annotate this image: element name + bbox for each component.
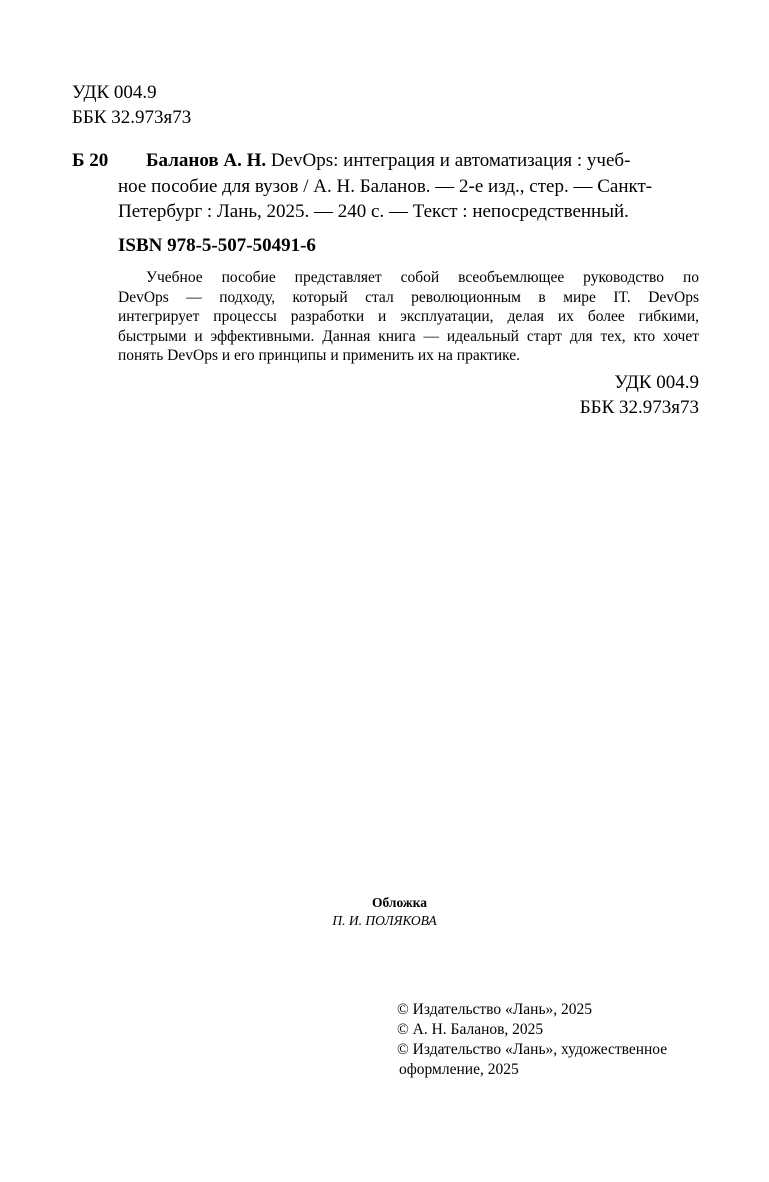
author-name: Баланов А. Н. — [146, 150, 267, 171]
classification-bottom — [580, 370, 699, 420]
bbk-code: ББК 32.973я73 — [72, 107, 192, 128]
cover-designer: П. И. ПОЛЯКОВА — [332, 913, 437, 928]
entry-description — [118, 148, 699, 225]
entry-title: DevOps: интеграция и автоматизация : учеб- — [270, 150, 631, 171]
udk-code: УДК 004.9 — [614, 372, 699, 393]
author-mark: Б 20 — [72, 150, 109, 171]
abstract-line: DevOps — подходу, который стал революционным в мире IT. DevOps — [118, 288, 699, 306]
abstract-line: интегрирует процессы разработки и эксплуатации, делая их более гибкими, — [118, 308, 699, 326]
bbk-code: ББК 32.973я73 — [579, 397, 699, 418]
entry-line-2: ное пособие для вузов / А. Н. Баланов. — 2-е изд., стер. — Санкт- — [118, 175, 653, 197]
abstract-line: понять DevOps и его принципы и применить их на практике. — [118, 347, 521, 365]
abstract-line: быстрыми и эффективными. Данная книга — идеальный старт для тех, кто хочет — [118, 327, 699, 345]
copyright-line: © Издательство «Лань», художественное — [397, 1041, 668, 1058]
entry-line-1 — [118, 148, 699, 174]
cover-label: Обложка — [371, 895, 427, 910]
copyright-block — [397, 1000, 667, 1080]
abstract-line: Учебное пособие представляет собой всеобъемлющее руководство по — [146, 269, 699, 286]
copyright-line: © Издательство «Лань», 2025 — [397, 1001, 593, 1018]
cover-credit — [0, 894, 769, 930]
copyright-line: оформление, 2025 — [399, 1061, 519, 1078]
isbn: ISBN 978-5-507-50491-6 — [118, 235, 316, 256]
classification-top — [72, 80, 191, 130]
entry-line-3: Петербург : Лань, 2025. — 240 с. — Текст : непосредственный. — [118, 201, 629, 222]
bibliographic-entry — [72, 148, 699, 225]
copyright-line: © А. Н. Баланов, 2025 — [397, 1021, 544, 1038]
abstract — [118, 268, 699, 366]
udk-code: УДК 004.9 — [72, 82, 157, 103]
